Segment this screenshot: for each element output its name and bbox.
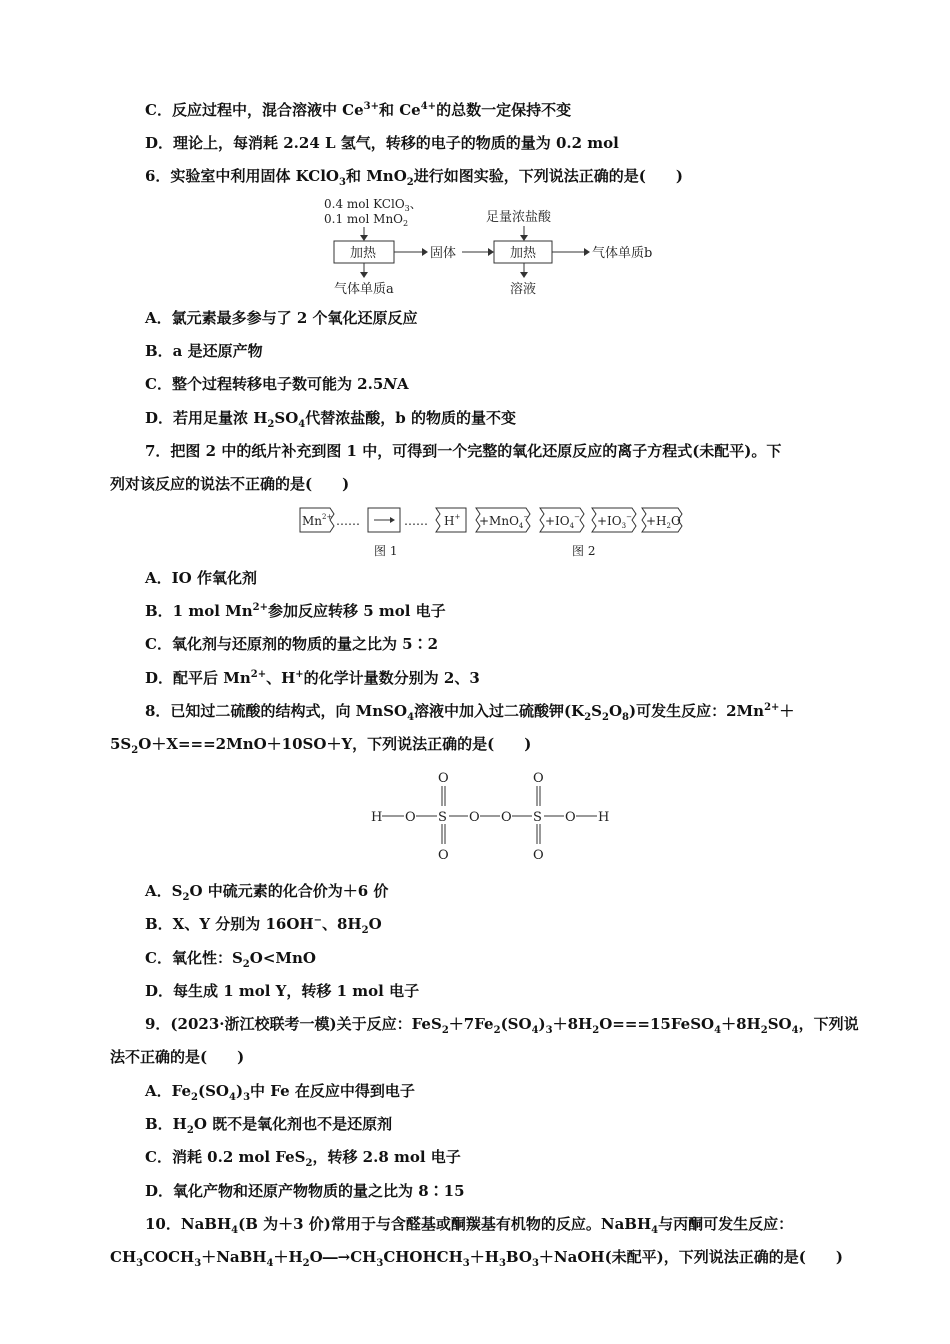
line-text: BO: [505, 1248, 532, 1266]
option-8d: [145, 981, 419, 1001]
line-script: 2: [242, 959, 250, 970]
line-text: 溶液中加入过二硫酸钾(K: [414, 702, 585, 720]
line-script: 3: [376, 1258, 384, 1269]
line-text: ＋8H: [552, 1015, 593, 1033]
line-script: 2: [441, 1025, 449, 1036]
svg-text:……: ……: [336, 514, 360, 528]
line-script: 3: [531, 1258, 539, 1269]
line-script: 3: [194, 1258, 202, 1269]
option-8a: [145, 881, 388, 901]
line-script: 8: [622, 712, 630, 723]
svg-text:图 2: 图 2: [572, 544, 596, 558]
line-text: 与丙酮可发生反应：: [658, 1215, 794, 1233]
line-text: SO: [767, 1015, 792, 1033]
svg-text:Mn2+: $Mn^{2+}$: [302, 513, 333, 528]
line-script: 3: [462, 1258, 470, 1269]
line-script: 2: [182, 892, 190, 903]
svg-text:O: O: [405, 810, 416, 825]
line-text: ＋H: [273, 1248, 303, 1266]
line-script: 2: [592, 1025, 600, 1036]
option-7d: [145, 668, 480, 688]
line-text: C．消耗 0.2 mol FeS: [145, 1148, 306, 1166]
line-script: 2: [406, 177, 414, 188]
svg-text:加热: 加热: [350, 246, 377, 261]
svg-text:H+: H+: [444, 513, 461, 528]
line-text: CHOHCH: [383, 1248, 463, 1266]
svg-text:H: H: [598, 810, 610, 825]
line-text: ＋NaBH: [201, 1248, 267, 1266]
line-text: ＋7Fe: [448, 1015, 494, 1033]
svg-text:S: S: [438, 810, 447, 825]
line-text: B．H: [145, 1115, 187, 1133]
line-text: 和 MnO: [345, 167, 407, 185]
svg-text:+IO3−: $+IO_3^-$: [597, 513, 632, 530]
line-script: 4: [266, 1258, 274, 1269]
option-6b: [145, 341, 263, 361]
svg-text:O: O: [565, 810, 576, 825]
question-8-line1: [145, 701, 794, 721]
option-7c: [145, 634, 438, 654]
line-script: 2: [760, 1025, 768, 1036]
line-script: +: [295, 669, 304, 680]
experiment-flow-diagram: [320, 195, 680, 300]
line-text: C．反应过程中，混合溶液中 Ce: [145, 101, 364, 119]
line-text: C．氧化剂与还原剂的物质的量之比为 5∶2: [145, 635, 439, 653]
line-script: 3: [243, 1092, 251, 1103]
option-7b: [145, 601, 446, 621]
line-script: 4: [791, 1025, 799, 1036]
line-text: (B 为＋3 价)常用于与含醛基或酮羰基有机物的反应。NaBH: [238, 1215, 652, 1233]
svg-text:+H2O: $+H_2O$: [646, 514, 681, 530]
line-text: ，下列说: [798, 1015, 859, 1033]
question-10-line2: [110, 1247, 843, 1267]
option-8c: [145, 948, 316, 968]
line-script: 2: [191, 1092, 198, 1103]
line-text: D．每生成 1 mol Y，转移 1 mol 电子: [145, 982, 420, 1000]
line-script: 2: [584, 712, 592, 723]
line-text: O＋X===2MnO＋10SO＋Y，下列说法正确的是( ): [138, 735, 532, 753]
line-script: 2: [361, 925, 369, 936]
line-text: ，转移 2.8 mol 电子: [312, 1148, 461, 1166]
svg-text:固体: 固体: [430, 246, 457, 261]
line-script: 4: [651, 1225, 659, 1236]
svg-text:O: O: [438, 848, 449, 863]
question-9-line2: [110, 1047, 244, 1067]
line-script: 4: [298, 419, 306, 430]
line-text: 参加反应转移 5 mol 电子: [268, 602, 446, 620]
line-text: ＋8H: [721, 1015, 761, 1033]
line-text: ): [235, 1082, 244, 1100]
line-text: 、8H: [321, 915, 362, 933]
line-text: D．若用足量浓 H: [145, 409, 268, 427]
line-text: D．配平后 Mn: [145, 669, 251, 687]
svg-text:H: H: [371, 810, 383, 825]
option-9b: [145, 1114, 392, 1134]
option-9a: [145, 1081, 415, 1101]
line-text: 7．把图 2 中的纸片补充到图 1 中，可得到一个完整的氧化还原反应的离子方程式(未配平)。下: [145, 442, 782, 460]
question-8-line2: [110, 734, 531, 754]
line-script: 4: [228, 1092, 236, 1103]
svg-text:图 1: 图 1: [374, 544, 398, 558]
line-text: O: [608, 702, 623, 720]
paper-cards-diagram: [296, 503, 686, 561]
line-script: 2: [186, 1125, 194, 1136]
line-text: COCH: [143, 1248, 195, 1266]
line-text: O 中硫元素的化合价为＋6 价: [189, 882, 389, 900]
option-d-prev: [145, 133, 619, 153]
option-9c: [145, 1147, 461, 1167]
line-text: 6．实验室中利用固体 KClO: [145, 167, 339, 185]
line-text: O<MnO: [249, 949, 316, 967]
line-script: 3: [339, 177, 346, 188]
svg-text:0.4 mol KClO3、: 0.4 mol KClO$_3$、: [324, 197, 422, 213]
option-6d: [145, 408, 516, 428]
line-text: ): [538, 1015, 546, 1033]
question-10-line1: [145, 1214, 793, 1234]
svg-text:+IO4−: $+IO_4^-$: [545, 513, 580, 530]
line-text: D．氧化产物和还原产物物质的量之比为 8∶15: [145, 1182, 465, 1200]
line-text: O―→CH: [309, 1248, 377, 1266]
line-text: 和 Ce: [379, 101, 421, 119]
svg-text:O: O: [501, 810, 512, 825]
line-text: O 既不是氧化剂也不是还原剂: [193, 1115, 393, 1133]
line-text: S: [591, 702, 602, 720]
line-text: 列对该反应的说法不正确的是( ): [110, 475, 350, 493]
line-text: ＋H: [469, 1248, 499, 1266]
line-text: C．氧化性：S: [145, 949, 243, 967]
svg-text:+MnO4−: +MnO$_4$−: [479, 513, 530, 530]
line-text: A．IO 作氧化剂: [145, 569, 257, 587]
option-7a: [145, 568, 257, 588]
line-script: 2: [305, 1158, 313, 1169]
svg-text:0.1 mol MnO2: 0.1 mol MnO$_2$: [324, 212, 409, 228]
line-text: (SO: [500, 1015, 532, 1033]
line-text: )可发生反应：2Mn: [629, 702, 765, 720]
svg-text:……: ……: [404, 514, 428, 528]
option-9d: [145, 1181, 465, 1201]
line-script: 2+: [252, 602, 268, 613]
option-8b: [145, 914, 382, 934]
line-text: ＋NaOH(未配平)，下列说法正确的是( ): [538, 1248, 843, 1266]
line-text: 10．NaBH: [145, 1215, 232, 1233]
svg-text:气体单质b: 气体单质b: [592, 246, 653, 261]
line-text: 的总数一定保持不变: [436, 101, 572, 119]
line-script: 3: [498, 1258, 506, 1269]
line-script: 4: [714, 1025, 722, 1036]
option-6c: [145, 374, 409, 394]
svg-text:O: O: [533, 771, 544, 786]
line-text: C．整个过程转移电子数可能为 2.5: [145, 375, 384, 393]
line-script: −: [313, 915, 322, 926]
line-text: 代替浓盐酸，b 的物质的量不变: [305, 409, 516, 427]
svg-text:足量浓盐酸: 足量浓盐酸: [486, 210, 552, 225]
line-text: 、H: [266, 669, 296, 687]
question-7-line2: [110, 474, 349, 494]
line-text: 中 Fe 在反应中得到电子: [250, 1082, 415, 1100]
line-text: A．Fe: [145, 1082, 192, 1100]
line-text: B．X、Y 分别为 16OH: [145, 915, 314, 933]
line-text: A．S: [145, 882, 183, 900]
svg-text:气体单质a: 气体单质a: [334, 282, 394, 297]
line-text: SO: [274, 409, 299, 427]
line-text: ＋: [779, 702, 795, 720]
question-9-line1: [145, 1014, 859, 1034]
line-text: 9．(2023·浙江校联考一模)关于反应：FeS: [145, 1015, 442, 1033]
line-script: 2: [602, 712, 609, 723]
svg-text:S: S: [533, 810, 542, 825]
option-6c-prev: [145, 100, 571, 120]
line-text: CH: [110, 1248, 137, 1266]
line-text: O===15FeSO: [599, 1015, 715, 1033]
question-7-line1: [145, 441, 781, 461]
line-text: D．理论上，每消耗 2.24 L 氢气，转移的电子的物质的量为 0.2 mol: [145, 134, 619, 152]
line-script: 2: [267, 419, 275, 430]
line-script: 3: [136, 1258, 144, 1269]
question-6: [145, 166, 683, 186]
line-text: 法不正确的是( ): [110, 1048, 245, 1066]
line-text: (SO: [197, 1082, 229, 1100]
line-script: 4: [407, 712, 415, 723]
line-script: 4+: [420, 101, 437, 112]
line-script: 4: [531, 1025, 539, 1036]
line-text: A: [396, 375, 409, 393]
line-text: 进行如图实验，下列说法正确的是( ): [413, 167, 683, 185]
line-text: B．1 mol Mn: [145, 602, 253, 620]
line-text: B．a 是还原产物: [145, 342, 263, 360]
svg-text:O: O: [469, 810, 480, 825]
svg-text:加热: 加热: [510, 246, 537, 261]
svg-text:溶液: 溶液: [510, 282, 537, 297]
peroxydisulfuric-acid-structure: [365, 765, 625, 865]
line-script: N: [383, 375, 397, 393]
line-script: 2: [302, 1258, 310, 1269]
line-script: 2+: [250, 669, 267, 680]
line-text: 的化学计量数分别为 2、3: [303, 669, 480, 687]
line-text: 5S: [110, 735, 132, 753]
option-6a: [145, 308, 418, 328]
line-script: 2: [493, 1025, 501, 1036]
line-script: 3+: [363, 101, 379, 112]
line-text: O: [368, 915, 382, 933]
svg-text:O: O: [438, 771, 449, 786]
line-script: 2: [131, 745, 139, 756]
line-text: 8．已知过二硫酸的结构式，向 MnSO: [145, 702, 408, 720]
line-script: 3: [545, 1025, 553, 1036]
line-script: 4: [231, 1225, 239, 1236]
line-script: 2+: [764, 702, 780, 713]
svg-text:O: O: [533, 848, 544, 863]
line-text: A．氯元素最多参与了 2 个氧化还原反应: [145, 309, 418, 327]
